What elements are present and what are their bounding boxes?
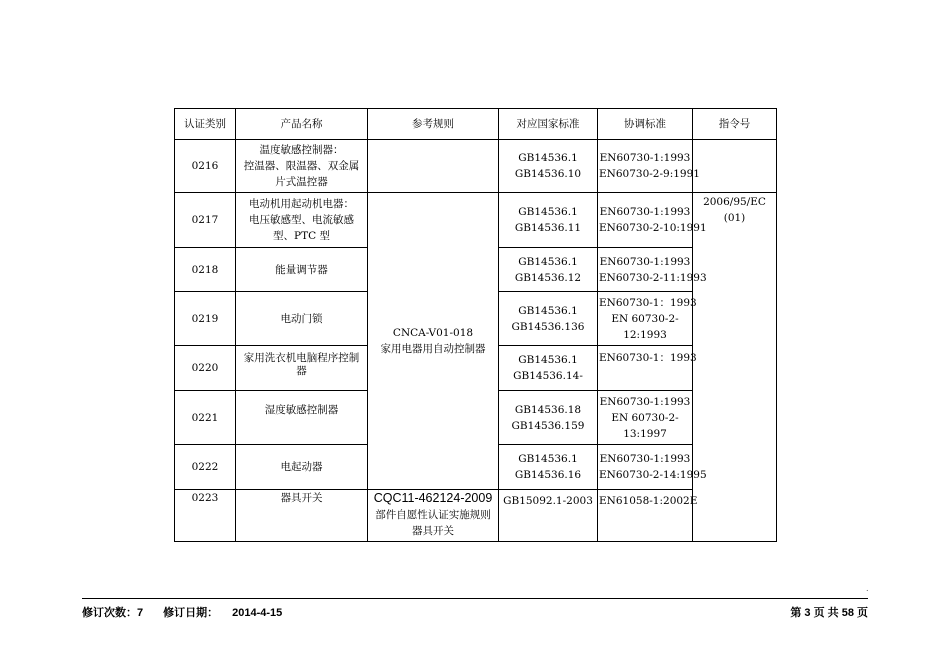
standard-line: 13:1997 <box>623 427 667 440</box>
header-cell: 参考规则 <box>368 109 499 140</box>
standard-line: GB14536.136 <box>511 320 585 333</box>
standard-line: GB14536.1 <box>518 304 578 317</box>
standard-line: EN60730-1:1993 <box>599 395 691 408</box>
standard-line: GB14536.18 <box>514 403 582 416</box>
table-row <box>175 193 777 248</box>
harmonized-standard <box>598 445 707 490</box>
harmonized-standard <box>598 490 698 542</box>
rule-subtitle: 器具开关 <box>412 525 454 537</box>
standard-line: GB14536.159 <box>511 419 585 432</box>
standard-line: GB14536.1 <box>518 255 578 268</box>
national-standard <box>499 292 598 346</box>
product-line: 器 <box>296 365 307 377</box>
standard-line: EN60730-2-14:1995 <box>599 469 707 481</box>
standard-line: EN 60730-2- <box>611 312 679 325</box>
header-cell: 指令号 <box>693 109 777 140</box>
product-line: 湿度敏感控制器 <box>264 404 339 416</box>
product-line: 器具开关 <box>280 492 323 504</box>
product-line: 电起动器 <box>280 461 323 473</box>
reference-rule-merged <box>368 193 499 490</box>
rule-title: 部件自愿性认证实施规则 <box>375 509 491 521</box>
revision-date-value: 2014-4-15 <box>232 607 283 619</box>
standard-line: GB15092.1-2003 <box>503 495 593 507</box>
product-name <box>236 292 368 346</box>
page-number: 第 3 页 共 58 页 <box>790 607 868 619</box>
product-line: 电动机用起动机电器： <box>249 198 354 210</box>
header-cell: 对应国家标准 <box>499 109 598 140</box>
table-row <box>175 140 777 193</box>
header-cell: 协调标准 <box>598 109 693 140</box>
standard-line: GB14536.16 <box>514 469 582 481</box>
standard-line: EN60730-2-10:1991 <box>599 222 707 234</box>
standard-line: EN 60730-2- <box>611 411 679 424</box>
table-header-row <box>175 109 777 140</box>
product-name <box>236 140 368 193</box>
directive-number <box>693 193 777 542</box>
revision-count-label: 修订次数： <box>82 607 137 619</box>
category-code: 0222 <box>175 445 236 490</box>
category-code: 0219 <box>175 292 236 346</box>
standard-line: GB14536.12 <box>514 271 582 284</box>
standard-line: GB14536.14- <box>513 370 583 382</box>
directive-line: 2006/95/EC <box>703 196 766 208</box>
reference-rule <box>368 490 499 542</box>
product-name <box>236 490 368 542</box>
product-line: 控温器、限温器、双金属 <box>243 160 360 172</box>
harmonized-standard <box>598 193 707 248</box>
rule-title: 家用电器用自动控制器 <box>380 343 486 355</box>
standard-line: EN60730-1:1993 <box>599 206 691 218</box>
directive-line: (01) <box>723 212 746 224</box>
standard-line: EN60730-1：1993 <box>599 296 697 309</box>
category-code: 0223 <box>175 490 236 542</box>
national-standard <box>499 140 598 193</box>
standard-line: GB14536.1 <box>518 152 578 164</box>
standard-line: EN60730-1:1993 <box>599 453 691 465</box>
page-mark: . <box>866 584 869 593</box>
standard-line: EN60730-2-9:1991 <box>599 168 700 180</box>
header-cell: 认证类别 <box>175 109 236 140</box>
national-standard <box>499 346 598 391</box>
harmonized-standard <box>598 248 707 292</box>
product-line: 片式温控器 <box>275 176 328 188</box>
product-name <box>236 445 368 490</box>
category-code: 0221 <box>175 391 236 445</box>
standard-line: GB14536.1 <box>518 206 578 218</box>
standard-line: GB14536.1 <box>518 453 578 465</box>
footer-revision-info <box>82 604 282 620</box>
standard-line: 12:1993 <box>623 328 667 341</box>
rule-code: CNCA-V01-018 <box>392 327 474 339</box>
standard-line: EN60730-1:1993 <box>599 255 691 268</box>
page-footer <box>82 598 868 619</box>
harmonized-standard <box>598 140 700 193</box>
product-name <box>236 391 368 445</box>
rule-code: CQC11-462124-2009 <box>373 491 493 505</box>
product-name <box>236 193 368 248</box>
product-name <box>236 346 368 391</box>
category-code: 0216 <box>175 140 236 193</box>
category-code: 0217 <box>175 193 236 248</box>
national-standard <box>499 445 598 490</box>
harmonized-standard <box>598 346 697 391</box>
product-line: 家用洗衣机电脑程序控制 <box>243 352 360 364</box>
standard-line: EN61058-1:2002E <box>599 495 698 507</box>
standard-line: GB14536.11 <box>514 222 582 234</box>
table-row <box>175 490 777 542</box>
harmonized-standard <box>598 391 693 445</box>
standard-line: EN60730-1:1993 <box>599 152 691 164</box>
standard-line: EN60730-1：1993 <box>599 352 697 364</box>
product-line: 温度敏感控制器： <box>259 144 344 156</box>
category-code: 0218 <box>175 248 236 292</box>
certification-table <box>174 108 777 542</box>
product-line: 型、PTC 型 <box>273 230 330 242</box>
product-line: 电动门锁 <box>280 312 323 325</box>
product-name <box>236 248 368 292</box>
directive-empty <box>693 140 777 193</box>
product-line: 电压敏感型、电流敏感 <box>249 214 354 226</box>
standard-line: GB14536.1 <box>518 354 578 366</box>
revision-date-label: 修订日期： <box>163 607 219 619</box>
category-code: 0220 <box>175 346 236 391</box>
national-standard <box>499 193 598 248</box>
standard-line: GB14536.10 <box>514 168 582 180</box>
national-standard <box>499 248 598 292</box>
national-standard <box>499 490 598 542</box>
header-cell: 产品名称 <box>236 109 368 140</box>
standard-line: EN60730-2-11:1993 <box>599 271 707 284</box>
harmonized-standard <box>598 292 697 346</box>
revision-count-value: 7 <box>137 607 144 619</box>
product-line: 能量调节器 <box>275 263 328 276</box>
national-standard <box>499 391 598 445</box>
reference-rule-empty <box>368 140 499 193</box>
